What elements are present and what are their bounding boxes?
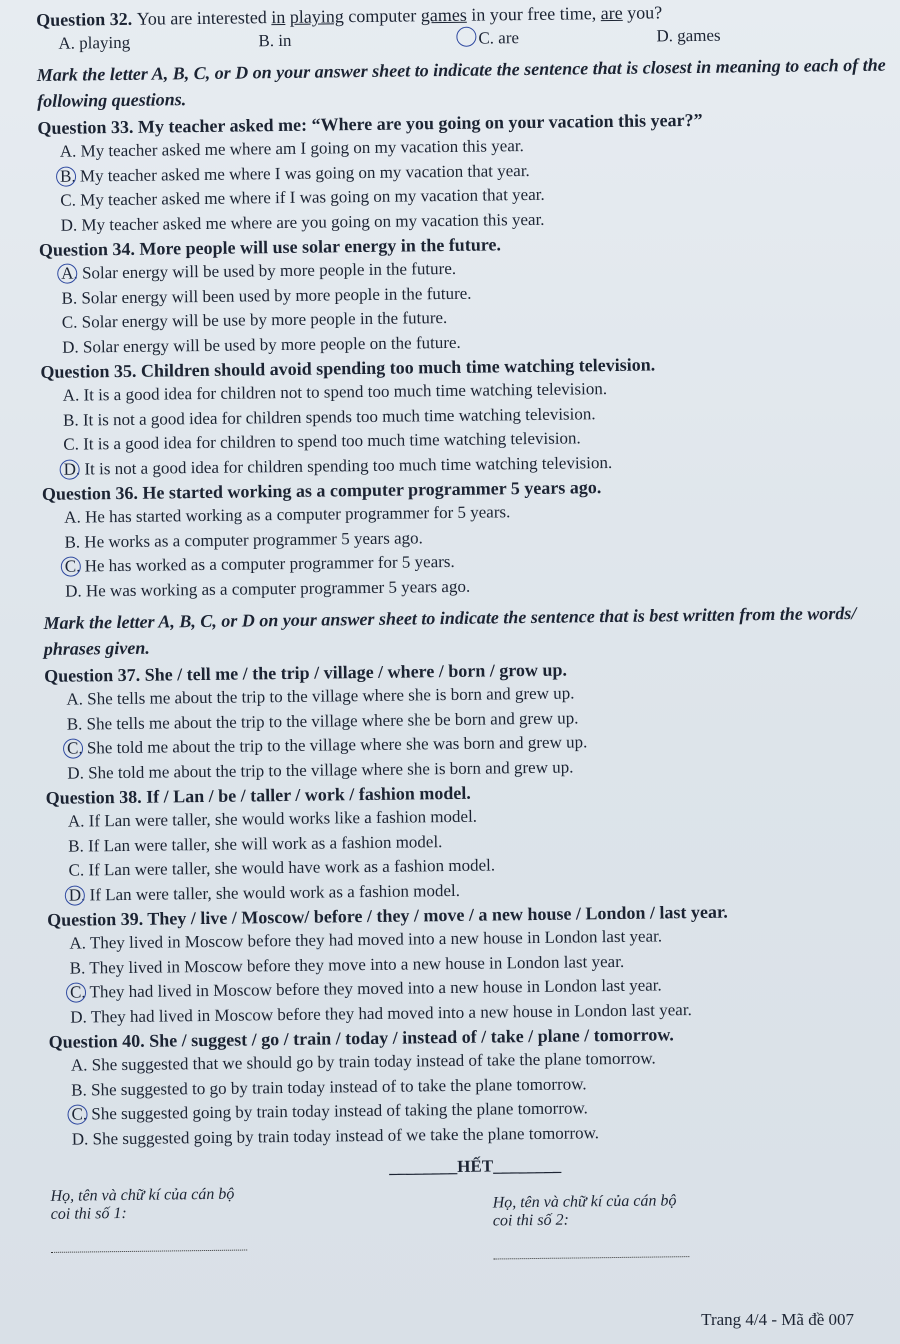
answer-option-text: B. It is not a good idea for children spends too much time watching television. — [62, 403, 596, 430]
signature-block-1 — [50, 1183, 459, 1265]
answer-option-text: D. My teacher asked me where are you going on my vacation this year. — [60, 209, 545, 235]
q32-text-3: computer — [343, 5, 421, 27]
answer-option-text: C. She suggested going by train today instead of taking the plane tomorrow. — [71, 1098, 588, 1124]
answer-option-text: A. If Lan were taller, she would works like a fashion model. — [67, 806, 478, 831]
answer-option-text: D. She suggested going by train today instead of we take the plane tomorrow. — [71, 1122, 600, 1149]
answer-option-text: D. If Lan were taller, she would work as a fashion model. — [68, 880, 461, 905]
question-title: Question 37. She / tell me / the trip / village / where / born / grow up. — [44, 659, 568, 686]
q32-underline-in: in — [271, 6, 286, 28]
answer-option-text: B. She suggested to go by train today instead of to take the plane tomorrow. — [71, 1073, 587, 1100]
question-group-2 — [44, 654, 900, 1152]
answer-option-text: C. They had lived in Moscow before they moved into a new house in London last year. — [69, 975, 662, 1002]
answer-circle-icon — [60, 459, 80, 479]
end-label: ________HẾT________ — [389, 1155, 562, 1177]
answer-option-text: C. It is a good idea for children to spend too much time watching television. — [63, 428, 581, 454]
q32-option-b: B. in — [258, 30, 292, 51]
instruction-closest-meaning: Mark the letter A, B, C, or D on your answer sheet to indicate the sentence that is closest in meaning to each of the following questions. — [36, 54, 886, 111]
answer-option-text: B. They lived in Moscow before they move into a new house in London last year. — [69, 951, 625, 978]
q32-text-4: in your free time, — [466, 3, 601, 25]
question-group-1 — [37, 106, 893, 604]
answer-circle-icon — [63, 738, 83, 758]
answer-option-text: D. They had lived in Moscow before they had moved into a new house in London last year. — [70, 999, 692, 1027]
q32-option-d: D. games — [656, 25, 721, 46]
answer-option-text: D. Solar energy will be used by more people on the future. — [62, 332, 461, 357]
question-title: Question 34. More people will use solar energy in the future. — [38, 234, 502, 260]
instruction-best-written: Mark the letter A, B, C, or D on your answer sheet to indicate the sentence that is best written from the words/ phrases given. — [43, 603, 857, 659]
signature-line-2 — [493, 1238, 689, 1259]
answer-option-text: B. She tells me about the trip to the village where she be born and grew up. — [66, 707, 579, 734]
question-title: Question 36. He started working as a computer programmer 5 years ago. — [41, 477, 602, 504]
answer-option-text: B. He works as a computer programmer 5 years ago. — [64, 527, 423, 552]
answer-circle-icon — [456, 27, 476, 47]
q32-underline-are: are — [600, 2, 623, 24]
answer-option-text: A. They lived in Moscow before they had moved into a new house in London last year. — [69, 926, 663, 953]
signature-label-1: Họ, tên và chữ kí của cán bộ coi thi số 1: — [50, 1185, 235, 1223]
answer-option-text: B. Solar energy will been used by more people in the future. — [61, 283, 472, 308]
answer-option-text: C. He has worked as a computer programmer for 5 years. — [64, 551, 455, 576]
answer-option-text: A. My teacher asked me where am I going on my vacation this year. — [59, 136, 524, 161]
question — [47, 898, 898, 1030]
answer-option-text: C. She told me about the trip to the village where she was born and grew up. — [66, 732, 588, 758]
answer-option-text: D. She told me about the trip to the village where she is born and grew up. — [67, 756, 574, 783]
q32-underline-playing: playing — [289, 6, 344, 27]
q32-text-5: you? — [622, 2, 663, 23]
question — [40, 350, 891, 482]
question — [37, 106, 888, 238]
end-text: HẾT — [457, 1156, 494, 1176]
question-title: Question 40. She / suggest / go / train / today / instead of / take / plane / tomorrow. — [48, 1024, 674, 1052]
question-title: Question 33. My teacher asked me: “Where are you going on your vacation this year?” — [37, 109, 703, 138]
signature-label-2: Họ, tên và chữ kí của cán bộ coi thi số 2: — [492, 1192, 677, 1230]
signature-footer — [50, 1178, 900, 1265]
answer-option-text: B. If Lan were taller, she will work as a fashion model. — [68, 831, 443, 856]
question-32 — [36, 0, 887, 56]
answer-circle-icon — [57, 264, 77, 284]
answer-option-text: A. It is a good idea for children not to spend too much time watching television. — [62, 379, 608, 405]
question — [44, 654, 895, 786]
answer-circle-icon — [61, 556, 81, 576]
answer-option-text: A. She suggested that we should go by train today instead of take the plane tomorrow. — [70, 1048, 656, 1075]
question-title: Question 35. Children should avoid spending too much time watching television. — [40, 354, 656, 382]
answer-option-text: B. My teacher asked me where I was going on my vacation that year. — [59, 160, 530, 186]
q32-option-c-text: C. are — [478, 28, 520, 48]
answer-option-text: A. Solar energy will be used by more people in the future. — [61, 258, 457, 283]
q32-option-a: A. playing — [58, 32, 131, 53]
answer-circle-icon — [65, 885, 85, 905]
answer-option-text: C. My teacher asked me where if I was going on my vacation that year. — [60, 184, 545, 210]
question-32-number: Question 32. — [36, 8, 133, 30]
exam-content — [36, 0, 900, 1265]
answer-circle-icon — [66, 982, 86, 1002]
answer-option-text: D. He was working as a computer programmer 5 years ago. — [65, 576, 471, 601]
answer-circle-icon — [56, 166, 76, 186]
question-title: Question 38. If / Lan / be / taller / work / fashion model. — [45, 782, 471, 808]
q32-underline-games: games — [420, 4, 467, 26]
signature-block-2 — [492, 1178, 900, 1260]
page-number: Trang 4/4 - Mã đề 007 — [701, 1310, 854, 1329]
answer-option-text: C. If Lan were taller, she would have work as a fashion model. — [68, 855, 496, 880]
answer-option-text: D. It is not a good idea for children spending too much time watching television. — [63, 452, 613, 479]
answer-option-text: A. She tells me about the trip to the village where she is born and grew up. — [66, 683, 575, 709]
q32-text-1: You are interested — [136, 7, 272, 29]
answer-option-text: A. He has started working as a computer programmer for 5 years. — [64, 502, 511, 527]
q32-option-c — [456, 24, 656, 50]
question — [46, 776, 897, 908]
signature-line-1 — [51, 1232, 247, 1253]
question — [42, 472, 893, 604]
answer-option-text: C. Solar energy will be use by more people in the future. — [61, 307, 448, 332]
question-title: Question 39. They / live / Moscow/ before / they / move / a new house / London / last year. — [47, 901, 728, 930]
answer-circle-icon — [67, 1104, 87, 1124]
question — [48, 1020, 899, 1152]
question — [39, 228, 890, 360]
